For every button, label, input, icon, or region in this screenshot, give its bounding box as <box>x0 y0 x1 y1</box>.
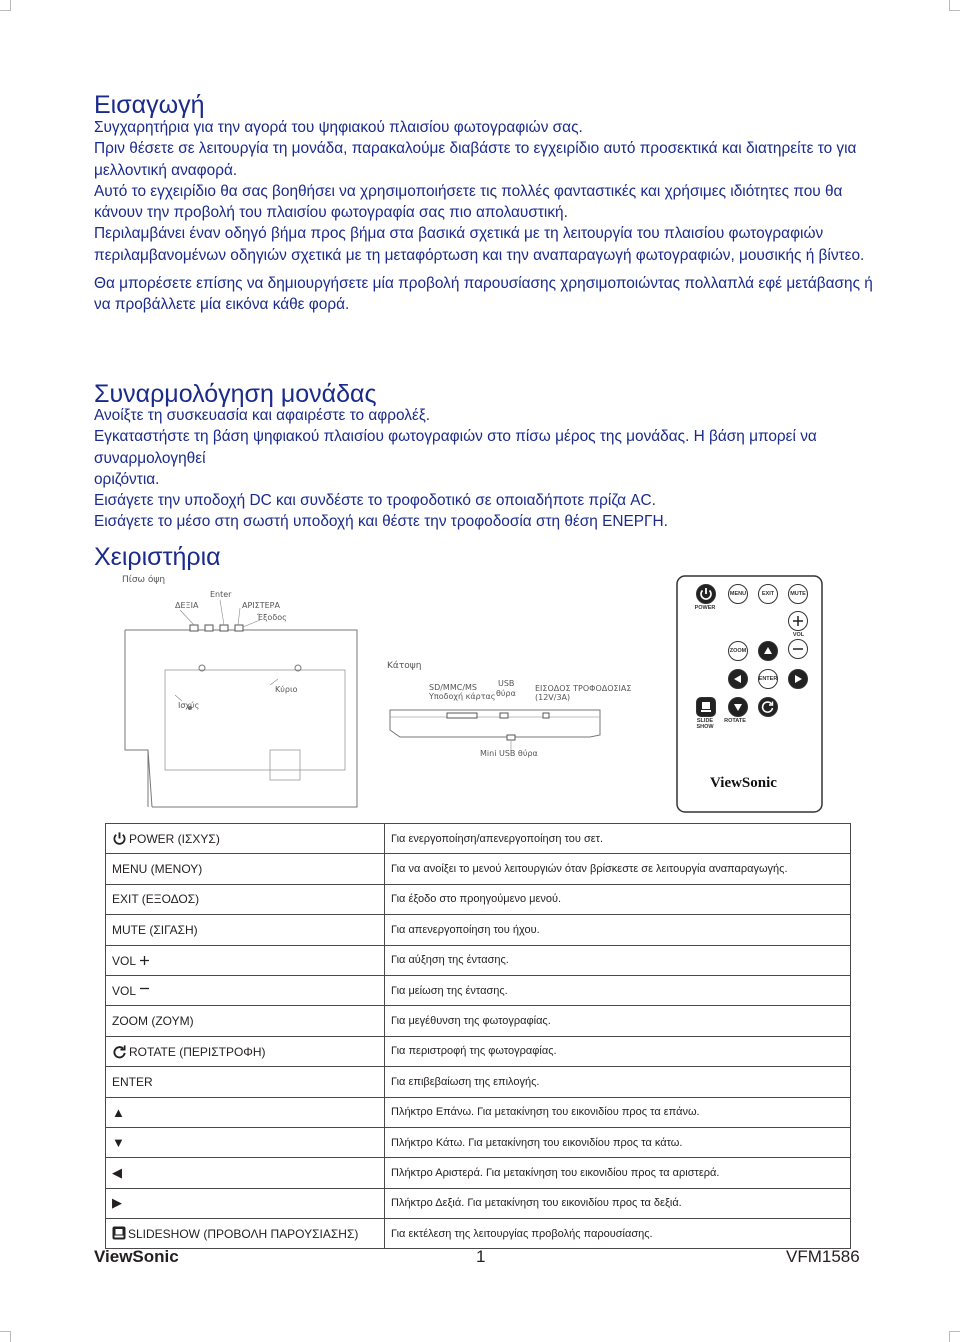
table-row <box>106 1036 851 1066</box>
control-desc: Για έξοδο στο προηγούμενο μενού. <box>385 884 851 914</box>
usb-sublabel: θύρα <box>496 689 516 698</box>
crop-mark-bottom-right <box>949 1331 960 1342</box>
table-row <box>106 1158 851 1188</box>
control-key-cell <box>106 1219 385 1249</box>
assembly-line: Ανοίξτε τη συσκευασία και αφαιρέστε το αφρολέξ. <box>94 407 431 424</box>
control-key: ROTATE (ΠΕΡΙΣΤΡΟΦΗ) <box>129 1044 266 1059</box>
rotate-icon <box>112 1044 127 1059</box>
remote-control <box>676 575 823 815</box>
slideshow-icon <box>112 1226 126 1241</box>
table-row <box>106 1097 851 1127</box>
table-row <box>106 1188 851 1218</box>
control-desc: Πλήκτρο Δεξιά. Για μετακίνηση του εικονιδίου προς τα δεξιά. <box>385 1188 851 1218</box>
controls-title: Χειριστήρια <box>94 543 221 571</box>
footer-page-number: 1 <box>476 1247 486 1266</box>
remote-enter-button[interactable] <box>758 669 778 689</box>
control-key-cell <box>106 1158 385 1188</box>
mini-usb-label: Mini USB θύρα <box>480 749 538 758</box>
down-arrow-icon <box>729 698 747 716</box>
dc-in-label: ΕΙΣΟΔΟΣ ΤΡΟΦΟΔΟΣΙΑΣ <box>535 684 632 693</box>
control-key: ZOOM (ΖΟΥΜ) <box>106 1006 385 1036</box>
remote-left-button[interactable] <box>728 669 748 689</box>
footer-model: VFM1586 <box>786 1247 860 1266</box>
control-desc: Για να ανοίξει το μενού λειτουργιών όταν βρίσκεστε σε λειτουργία αναπαραγωγής. <box>385 854 851 884</box>
assembly-text <box>94 405 874 533</box>
minus-icon <box>139 983 150 998</box>
table-row <box>106 915 851 945</box>
control-key-cell <box>106 1127 385 1157</box>
control-key: EXIT (ΕΞΟΔΟΣ) <box>106 884 385 914</box>
main-label: Κύριο <box>275 685 298 694</box>
remote-up-button[interactable] <box>758 641 778 661</box>
right-arrow-icon <box>789 670 807 688</box>
control-key-cell <box>106 1097 385 1127</box>
remote-slideshow-button[interactable] <box>696 697 716 717</box>
left-arrow-icon <box>729 670 747 688</box>
intro-line: Συγχαρητήρια για την αγορά του ψηφιακού πλαισίου φωτογραφιών σας. <box>94 119 583 136</box>
remote-right-button[interactable] <box>788 669 808 689</box>
dc-in-sublabel: (12V/3A) <box>535 693 571 702</box>
remote-brand-logo: ViewSonic <box>710 775 777 791</box>
remote-power-button[interactable] <box>696 584 716 604</box>
table-row <box>106 1219 851 1249</box>
controls-table-body <box>106 824 851 1249</box>
remote-down-button[interactable] <box>728 697 748 717</box>
remote-rotate-label: ROTATE <box>724 718 746 724</box>
control-key: ENTER <box>106 1067 385 1097</box>
remote-slide-label: SLIDE <box>696 718 714 724</box>
control-desc: Για μεγέθυνση της φωτογραφίας. <box>385 1006 851 1036</box>
bottom-view-diagram <box>385 655 632 765</box>
remote-exit-label: EXIT <box>761 591 775 597</box>
crop-mark-top-right <box>949 0 960 11</box>
card-slot-sublabel: Υποδοχή κάρτας <box>429 692 496 701</box>
plus-icon <box>789 612 807 630</box>
remote-vol-down-button[interactable] <box>788 639 808 659</box>
table-row <box>106 1127 851 1157</box>
rotate-icon <box>759 698 777 716</box>
remote-vol-label: VOL <box>792 632 805 638</box>
assembly-title: Συναρμολόγηση μονάδας <box>94 380 377 408</box>
card-slot-label: SD/MMC/MS <box>429 683 477 692</box>
remote-enter-label: ENTER <box>758 676 778 682</box>
control-key-cell <box>106 945 385 975</box>
control-key-cell <box>106 824 385 854</box>
control-key: MENU (ΜΕΝΟΥ) <box>106 854 385 884</box>
intro-text <box>94 117 874 316</box>
right-arrow-icon: ▶ <box>112 1195 122 1211</box>
remote-mute-button[interactable] <box>788 584 808 604</box>
control-desc: Για ενεργοποίηση/απενεργοποίηση του σετ. <box>385 824 851 854</box>
remote-menu-label: MENU <box>729 591 747 597</box>
minus-icon <box>789 640 807 658</box>
back-view-label: Πίσω όψη <box>122 575 166 585</box>
control-key: SLIDESHOW (ΠΡΟΒΟΛΗ ΠΑΡΟΥΣΙΑΣΗΣ) <box>128 1227 359 1242</box>
remote-rotate-button[interactable] <box>758 697 778 717</box>
control-desc: Για περιστροφή της φωτογραφίας. <box>385 1036 851 1066</box>
plus-icon <box>139 953 150 968</box>
control-desc: Πλήκτρο Επάνω. Για μετακίνηση του εικονιδίου προς τα επάνω. <box>385 1097 851 1127</box>
assembly-line: Εισάγετε το μέσο στη σωστή υποδοχή και θέστε την τροφοδοσία στη θέση ΕΝΕΡΓΗ. <box>94 513 668 531</box>
control-desc: Πλήκτρο Αριστερά. Για μετακίνηση του εικονιδίου προς τα αριστερά. <box>385 1158 851 1188</box>
remote-mute-label: MUTE <box>790 591 806 597</box>
bottom-view-label: Κάτοψη <box>387 661 422 671</box>
table-row <box>106 945 851 975</box>
remote-menu-button[interactable] <box>728 584 748 604</box>
remote-exit-button[interactable] <box>758 584 778 604</box>
control-key: POWER (ΙΣΧΥΣ) <box>129 832 220 847</box>
table-row <box>106 1067 851 1097</box>
assembly-line: Εγκαταστήστε τη βάση ψηφιακού πλαισίου φωτογραφιών στο πίσω μέρος της μονάδας. Η βάση μπορεί να συναρμολογηθεί <box>94 428 817 467</box>
table-row <box>106 824 851 854</box>
controls-table <box>105 823 851 1249</box>
right-label: ΔΕΞΙΑ <box>175 601 199 610</box>
remote-power-label: POWER <box>694 605 716 611</box>
control-desc: Για μείωση της έντασης. <box>385 975 851 1005</box>
slideshow-icon <box>697 698 715 716</box>
enter-label: Enter <box>210 590 232 599</box>
control-desc: Για επιβεβαίωση της επιλογής. <box>385 1067 851 1097</box>
intro-line: Περιλαμβάνει έναν οδηγό βήμα προς βήμα στα βασικά σχετικά με τη λειτουργία του πλαισίου φωτογραφιών περιλαμβανομένων οδηγιών σχετικά με τη μεταφόρτωση και την αναπαραγωγή φωτογραφιών, μουσικής ή βίντεο. <box>94 225 865 264</box>
assembly-line: οριζόντια. <box>94 470 160 488</box>
control-desc: Για εκτέλεση της λειτουργίας προβολής παρουσίασης. <box>385 1219 851 1249</box>
crop-mark-bottom-left <box>0 1331 11 1342</box>
intro-title: Εισαγωγή <box>94 91 205 119</box>
intro-line: Θα μπορέσετε επίσης να δημιουργήσετε μία προβολή παρουσίασης χρησιμοποιώντας πολλαπλά εφέ μετάβασης ή να προβάλλετε μία εικόνα κάθε φορά. <box>94 275 873 314</box>
table-row <box>106 1006 851 1036</box>
up-arrow-icon <box>759 642 777 660</box>
remote-show-label: SHOW <box>696 724 714 730</box>
control-key: MUTE (ΣΙΓΑΣΗ) <box>106 915 385 945</box>
intro-line: Πριν θέσετε σε λειτουργία τη μονάδα, παρακαλούμε διαβάστε το εγχειρίδιο αυτό προσεκτικά και διατηρείτε το για μελλοντική αναφορά. <box>94 140 857 179</box>
control-key: VOL <box>112 984 136 999</box>
crop-mark-top-left <box>0 0 11 11</box>
control-key-cell <box>106 975 385 1005</box>
power-label: Ισχύς <box>178 701 200 710</box>
back-view-diagram <box>120 575 370 815</box>
assembly-line: Εισάγετε την υποδοχή DC και συνδέστε το τροφοδοτικό σε οποιαδήποτε πρίζα AC. <box>94 492 656 510</box>
control-desc: Για απενεργοποίηση του ήχου. <box>385 915 851 945</box>
remote-vol-up-button[interactable] <box>788 611 808 631</box>
control-key-cell <box>106 1036 385 1066</box>
control-key: VOL <box>112 953 136 968</box>
up-arrow-icon: ▲ <box>112 1104 125 1120</box>
remote-zoom-label: ZOOM <box>729 648 747 654</box>
power-icon <box>112 831 127 846</box>
intro-line: Αυτό το εγχειρίδιο θα σας βοηθήσει να χρησιμοποιήσετε τις πολλές φανταστικές και χρήσιμες ιδιότητες που θα κάνουν την προβολή του πλαισίου φωτογραφία σας πιο απολαυστική. <box>94 182 843 222</box>
left-label: ΑΡΙΣΤΕΡΑ <box>242 601 280 610</box>
control-desc: Για αύξηση της έντασης. <box>385 945 851 975</box>
footer-brand: ViewSonic <box>94 1247 179 1266</box>
exit-label: Έξοδος <box>257 613 287 622</box>
down-arrow-icon: ▼ <box>112 1135 125 1151</box>
left-arrow-icon: ◀ <box>112 1164 122 1180</box>
remote-zoom-button[interactable] <box>728 641 748 661</box>
table-row <box>106 975 851 1005</box>
table-row <box>106 854 851 884</box>
control-key-cell <box>106 1188 385 1218</box>
usb-label: USB <box>498 679 515 688</box>
back-view-drawing <box>120 575 370 815</box>
table-row <box>106 884 851 914</box>
control-desc: Πλήκτρο Κάτω. Για μετακίνηση του εικονιδίου προς τα κάτω. <box>385 1127 851 1157</box>
